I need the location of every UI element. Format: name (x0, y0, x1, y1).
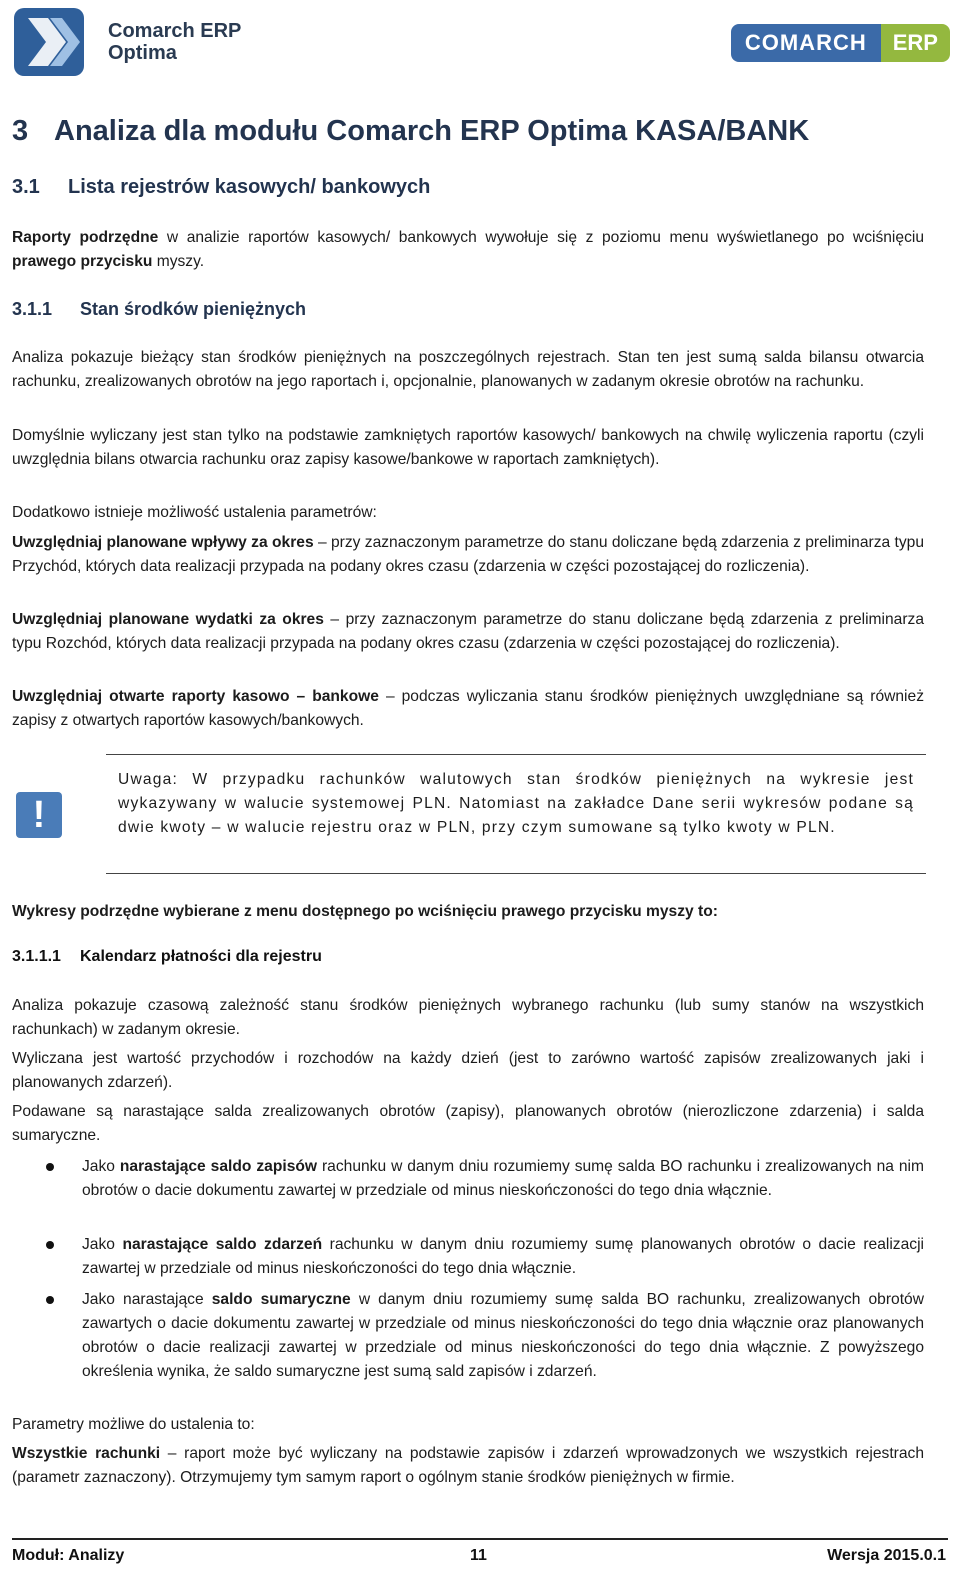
logo-text-line2: Optima (108, 42, 177, 64)
paragraph-podawane: Podawane są narastające salda zrealizowanych obrotów (zapisy), planowanych obrotów (nierozliczone zdarzenia) i salda sumaryczne. (12, 1103, 924, 1144)
footer-version: Wersja 2015.0.1 (827, 1547, 946, 1564)
paragraph-analiza-stan: Analiza pokazuje bieżący stan środków pieniężnych na poszczególnych rejestrach. Stan ten jest sumą salda bilansu otwarcia rachunku, zrealizowanych obrotów na jego raportach i, opcjonalnie, planowanych w zadanym okresie obrotów na rachunku. (12, 349, 924, 390)
heading-1-number: 3 (12, 115, 29, 147)
logo-erp-text: ERP (881, 24, 950, 62)
note-text: Uwaga: W przypadku rachunków walutowych stan środków pieniężnych na wykresie jest wykazywany w walucie systemowej PLN. Natomiast na zakładce Dane serii wykresów podane są dwie kwoty – w walucie rejestru oraz w PLN, przy czym sumowane są tylko kwoty w PLN. (118, 771, 914, 836)
note-top-divider (106, 754, 926, 755)
paragraph-domyslnie: Domyślnie wyliczany jest stan tylko na podstawie zamkniętych raportów kasowych/ bankowych na chwilę wyliczenia raportu (czyli uwzględnia bilans otwarcia rachunku oraz zapisy kasowe/bankowe w raportach zamkniętych). (12, 427, 924, 468)
comarch-erp-optima-logo (14, 8, 241, 76)
paragraph-wyliczana: Wyliczana jest wartość przychodów i rozchodów na każdy dzień (jest to zarówno wartość zapisów zrealizowanych jaki i planowanych zdarzeń). (12, 1050, 924, 1091)
footer-divider (12, 1538, 948, 1540)
optima-logo-icon (14, 8, 84, 76)
paragraph-dodatkowo: Dodatkowo istnieje możliwość ustalenia parametrów: (12, 504, 377, 521)
bullet-dot (46, 1163, 54, 1171)
list-item: Jako narastające saldo zapisów rachunku w danym dniu rozumiemy sumę salda BO rachunku i zrealizowanych na nim obrotów o dacie dokumentu zawartej w przedziale od minus nieskończoności do tego dnia włącznie. (82, 1158, 925, 1199)
heading-4-text: Kalendarz płatności dla rejestru (80, 948, 322, 965)
footer-module: Moduł: Analizy (12, 1547, 125, 1564)
paragraph-raporty-podrzedne: Raporty podrzędne w analizie raportów kasowych/ bankowych wywołuje się z poziomu menu wyświetlanego po wciśnięciu prawego przycisku myszy. (12, 229, 924, 270)
heading-1 (12, 115, 809, 148)
paragraph-wykresy-podrzedne: Wykresy podrzędne wybierane z menu dostępnego po wciśnięciu prawego przycisku myszy to: (12, 903, 718, 920)
bullet-dot (46, 1296, 54, 1304)
heading-3 (12, 299, 306, 320)
heading-3-number: 3.1.1 (12, 299, 53, 319)
paragraph-otwarte-raporty: Uwzględniaj otwarte raporty kasowo – bankowe – podczas wyliczania stanu środków pieniężnych uwzględniane są również zapisy z otwartych raportów kasowych/bankowych. (12, 688, 924, 729)
comarch-erp-logo (731, 24, 950, 62)
heading-4-number: 3.1.1.1 (12, 948, 61, 965)
heading-2-text: Lista rejestrów kasowych/ bankowych (68, 176, 431, 198)
paragraph-wszystkie-rachunki: Wszystkie rachunki – raport może być wyliczany na podstawie zapisów i zdarzeń wprowadzonych we wszystkich rejestrach (parametr zaznaczony). Otrzymujemy tym samym raport o ogólnym stanie środków pieniężnych w firmie. (12, 1445, 925, 1486)
paragraph-analiza-czasowa: Analiza pokazuje czasową zależność stanu środków pieniężnych wybranego rachunku (lub sumy stanów na wszystkich rachunkach) w zadanym okresie. (12, 997, 924, 1038)
warning-exclamation-icon: ! (16, 792, 62, 838)
heading-2 (12, 176, 430, 199)
paragraph-parametry: Parametry możliwe do ustalenia to: (12, 1416, 255, 1433)
note-bottom-divider (106, 873, 926, 874)
heading-2-number: 3.1 (12, 176, 40, 198)
bullet-dot (46, 1241, 54, 1249)
paragraph-planowane-wydatki: Uwzględniaj planowane wydatki za okres – przy zaznaczonym parametrze do stanu doliczane będą zdarzenia z preliminarza typu Rozchód, których data realizacji przypada na podany okres czasu (zdarzenia w części pozostającej do rozliczenia). (12, 611, 925, 652)
logo-comarch-text: COMARCH (731, 24, 881, 62)
paragraph-planowane-wplywy: Uwzględniaj planowane wpływy za okres – przy zaznaczonym parametrze do stanu doliczane będą zdarzenia z preliminarza typu Przychód, których data realizacji przypada na podany okres czasu (zdarzenia w części pozostającej do rozliczenia). (12, 534, 924, 575)
heading-4 (12, 948, 322, 966)
footer-page-number: 11 (470, 1547, 487, 1564)
logo-text-line1: Comarch ERP (108, 20, 242, 42)
heading-1-text: Analiza dla modułu Comarch ERP Optima KASA/BANK (54, 115, 810, 147)
heading-3-text: Stan środków pieniężnych (80, 299, 307, 319)
list-item: Jako narastające saldo zdarzeń rachunku w danym dniu rozumiemy sumę planowanych obrotów o dacie realizacji zawartej w przedziale od minus nieskończoności do tego dnia włącznie. (82, 1236, 925, 1277)
list-item: Jako narastające saldo sumaryczne w danym dniu rozumiemy sumę salda BO rachunku, zrealizowanych obrotów zawartych o dacie dokumentu zawartej w przedziale od minus nieskończoności do tego dnia włącznie oraz planowanych obrotów o dacie realizacji zawartej w przedziale od minus nieskończoności do tego dnia włącznie. Z powyższego określenia wynika, że saldo sumaryczne jest sumą sald zapisów i zdarzeń. (82, 1291, 924, 1380)
